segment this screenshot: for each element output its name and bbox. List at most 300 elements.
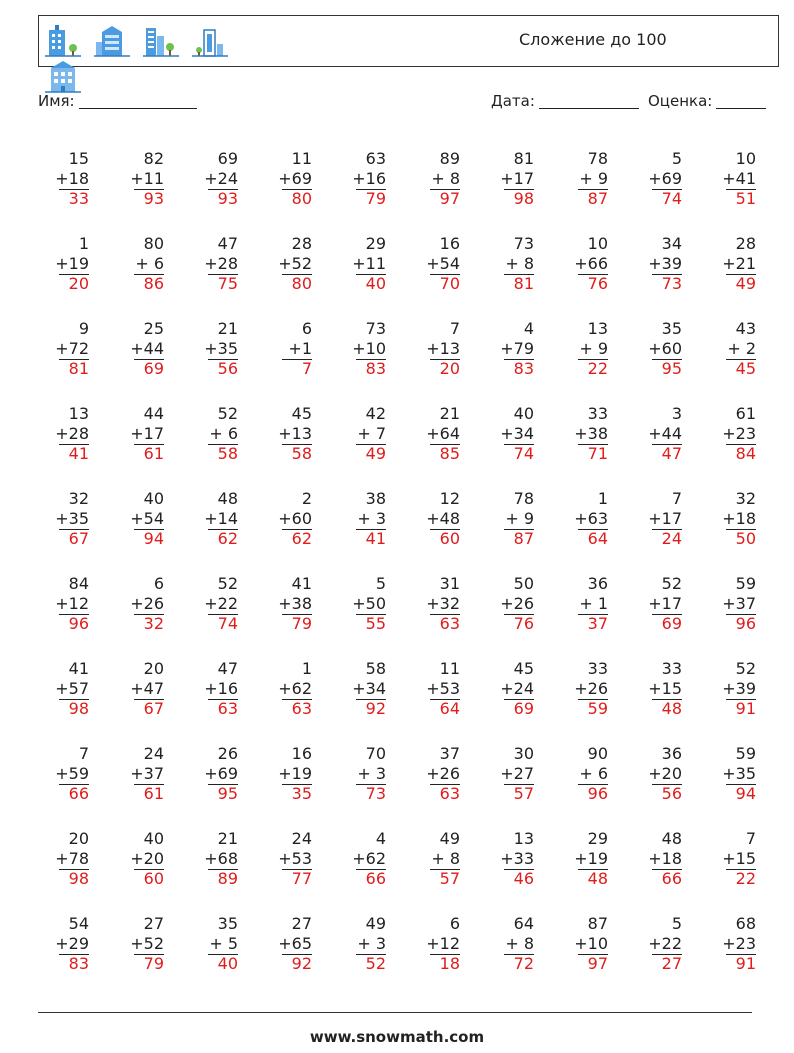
addition-problem: [696, 659, 756, 719]
first-addend: 41: [291, 574, 312, 593]
second-addend: +66: [574, 254, 608, 273]
addition-problem: [696, 489, 756, 549]
addition-problem: [252, 234, 312, 294]
sum-line: [652, 359, 682, 360]
sum-line: [430, 784, 460, 785]
answer: 75: [217, 274, 238, 293]
header-box: [38, 15, 779, 67]
second-addend: +38: [278, 594, 312, 613]
sum-line: [578, 529, 608, 530]
second-addend: +28: [204, 254, 238, 273]
answer: 81: [513, 274, 534, 293]
addition-problem: [178, 914, 238, 974]
footer-divider: [38, 1012, 752, 1013]
addition-problem: [252, 574, 312, 634]
second-addend: +72: [55, 339, 89, 358]
second-addend: +10: [352, 339, 386, 358]
addition-problem: [178, 574, 238, 634]
second-addend: +13: [278, 424, 312, 443]
first-addend: 7: [449, 319, 460, 338]
answer: 91: [735, 699, 756, 718]
first-addend: 4: [523, 319, 534, 338]
first-addend: 69: [217, 149, 238, 168]
second-addend: +41: [722, 169, 756, 188]
date-blank[interactable]: [539, 92, 639, 109]
name-field[interactable]: [38, 92, 197, 110]
building-icon: [45, 58, 81, 94]
sum-line: [282, 954, 312, 955]
answer: 69: [143, 359, 164, 378]
addition-problem: [252, 149, 312, 209]
second-addend: +35: [55, 509, 89, 528]
second-addend: +15: [648, 679, 682, 698]
second-addend: +28: [55, 424, 89, 443]
second-addend: +17: [648, 594, 682, 613]
sum-line: [282, 274, 312, 275]
second-addend: + 2: [727, 339, 756, 358]
first-addend: 1: [301, 659, 312, 678]
second-addend: + 6: [209, 424, 238, 443]
sum-line: [282, 784, 312, 785]
addition-problem: [400, 149, 460, 209]
second-addend: + 8: [431, 849, 460, 868]
first-addend: 35: [217, 914, 238, 933]
first-addend: 59: [735, 744, 756, 763]
building-icon: [45, 22, 81, 58]
first-addend: 54: [68, 914, 89, 933]
second-addend: +22: [204, 594, 238, 613]
addition-problem: [696, 574, 756, 634]
answer: 94: [143, 529, 164, 548]
second-addend: +29: [55, 934, 89, 953]
first-addend: 28: [735, 234, 756, 253]
second-addend: + 5: [209, 934, 238, 953]
addition-problem: [622, 914, 682, 974]
addition-problem: [400, 574, 460, 634]
second-addend: +17: [500, 169, 534, 188]
second-addend: +20: [130, 849, 164, 868]
first-addend: 5: [671, 149, 682, 168]
sum-line: [430, 954, 460, 955]
first-addend: 61: [735, 404, 756, 423]
sum-line: [356, 529, 386, 530]
first-addend: 16: [291, 744, 312, 763]
sum-line: [134, 784, 164, 785]
addition-problem: [400, 319, 460, 379]
second-addend: +50: [352, 594, 386, 613]
addition-problem: [474, 234, 534, 294]
sum-line: [282, 699, 312, 700]
addition-problem: [326, 489, 386, 549]
addition-problem: [474, 744, 534, 804]
sum-line: [578, 784, 608, 785]
second-addend: +44: [648, 424, 682, 443]
first-addend: 59: [735, 574, 756, 593]
first-addend: 52: [661, 574, 682, 593]
second-addend: +20: [648, 764, 682, 783]
answer: 22: [587, 359, 608, 378]
second-addend: +39: [648, 254, 682, 273]
first-addend: 89: [439, 149, 460, 168]
sum-line: [59, 444, 89, 445]
answer: 76: [587, 274, 608, 293]
sum-line: [134, 359, 164, 360]
addition-problem: [178, 659, 238, 719]
second-addend: +16: [204, 679, 238, 698]
sum-line: [356, 954, 386, 955]
second-addend: +52: [278, 254, 312, 273]
sum-line: [726, 699, 756, 700]
answer: 49: [735, 274, 756, 293]
addition-problem: [29, 319, 89, 379]
addition-problem: [104, 744, 164, 804]
sum-line: [356, 274, 386, 275]
answer: 98: [68, 869, 89, 888]
answer: 35: [291, 784, 312, 803]
sum-line: [430, 614, 460, 615]
second-addend: +34: [500, 424, 534, 443]
answer: 63: [291, 699, 312, 718]
sum-line: [726, 444, 756, 445]
first-addend: 21: [439, 404, 460, 423]
grade-blank[interactable]: [716, 92, 766, 109]
answer: 73: [365, 784, 386, 803]
answer: 48: [587, 869, 608, 888]
sum-line: [208, 614, 238, 615]
first-addend: 3: [671, 404, 682, 423]
sum-line: [726, 954, 756, 955]
sum-line: [652, 274, 682, 275]
answer: 74: [513, 444, 534, 463]
first-addend: 78: [513, 489, 534, 508]
answer: 40: [217, 954, 238, 973]
sum-line: [504, 444, 534, 445]
answer: 61: [143, 784, 164, 803]
addition-problem: [178, 234, 238, 294]
name-blank[interactable]: [79, 92, 197, 109]
first-addend: 36: [661, 744, 682, 763]
answer: 80: [291, 274, 312, 293]
first-addend: 64: [513, 914, 534, 933]
first-addend: 42: [365, 404, 386, 423]
second-addend: +11: [130, 169, 164, 188]
sum-line: [208, 954, 238, 955]
addition-problem: [104, 319, 164, 379]
sum-line: [208, 869, 238, 870]
sum-line: [504, 189, 534, 190]
sum-line: [430, 699, 460, 700]
addition-problem: [326, 574, 386, 634]
second-addend: +69: [278, 169, 312, 188]
answer: 97: [587, 954, 608, 973]
answer: 56: [217, 359, 238, 378]
addition-problem: [400, 829, 460, 889]
answer: 87: [587, 189, 608, 208]
second-addend: +19: [574, 849, 608, 868]
second-addend: +62: [278, 679, 312, 698]
addition-problem: [104, 829, 164, 889]
first-addend: 70: [365, 744, 386, 763]
first-addend: 68: [735, 914, 756, 933]
second-addend: +47: [130, 679, 164, 698]
first-addend: 24: [143, 744, 164, 763]
addition-problem: [622, 659, 682, 719]
second-addend: + 7: [357, 424, 386, 443]
answer: 58: [291, 444, 312, 463]
first-addend: 1: [597, 489, 608, 508]
answer: 95: [217, 784, 238, 803]
answer: 89: [217, 869, 238, 888]
first-addend: 49: [365, 914, 386, 933]
second-addend: + 9: [579, 169, 608, 188]
answer: 84: [735, 444, 756, 463]
first-addend: 1: [78, 234, 89, 253]
answer: 47: [661, 444, 682, 463]
answer: 83: [513, 359, 534, 378]
second-addend: +21: [722, 254, 756, 273]
second-addend: + 8: [431, 169, 460, 188]
first-addend: 31: [439, 574, 460, 593]
addition-problem: [326, 404, 386, 464]
answer: 33: [68, 189, 89, 208]
second-addend: +38: [574, 424, 608, 443]
first-addend: 29: [365, 234, 386, 253]
answer: 50: [735, 529, 756, 548]
second-addend: + 1: [579, 594, 608, 613]
sum-line: [59, 274, 89, 275]
second-addend: +37: [722, 594, 756, 613]
first-addend: 13: [587, 319, 608, 338]
second-addend: +60: [648, 339, 682, 358]
addition-problem: [696, 914, 756, 974]
first-addend: 7: [671, 489, 682, 508]
addition-problem: [548, 659, 608, 719]
addition-problem: [29, 829, 89, 889]
second-addend: +19: [55, 254, 89, 273]
addition-problem: [104, 404, 164, 464]
first-addend: 43: [735, 319, 756, 338]
addition-problem: [696, 829, 756, 889]
sum-line: [726, 189, 756, 190]
sum-line: [430, 869, 460, 870]
addition-problem: [622, 744, 682, 804]
sum-line: [430, 274, 460, 275]
first-addend: 36: [587, 574, 608, 593]
second-addend: +22: [648, 934, 682, 953]
sum-line: [726, 529, 756, 530]
addition-problem: [622, 234, 682, 294]
first-addend: 44: [143, 404, 164, 423]
sum-line: [356, 359, 386, 360]
first-addend: 13: [68, 404, 89, 423]
answer: 77: [291, 869, 312, 888]
sum-line: [134, 189, 164, 190]
answer: 67: [68, 529, 89, 548]
second-addend: + 3: [357, 764, 386, 783]
answer: 46: [513, 869, 534, 888]
first-addend: 2: [301, 489, 312, 508]
logo-strip: [45, 22, 275, 62]
second-addend: +35: [722, 764, 756, 783]
second-addend: +79: [500, 339, 534, 358]
answer: 60: [439, 529, 460, 548]
date-field[interactable]: [491, 92, 639, 110]
addition-problem: [29, 489, 89, 549]
answer: 83: [68, 954, 89, 973]
addition-problem: [548, 574, 608, 634]
first-addend: 50: [513, 574, 534, 593]
first-addend: 10: [587, 234, 608, 253]
sum-line: [652, 189, 682, 190]
second-addend: + 6: [135, 254, 164, 273]
answer: 49: [365, 444, 386, 463]
addition-problem: [326, 829, 386, 889]
second-addend: +32: [426, 594, 460, 613]
sum-line: [652, 444, 682, 445]
second-addend: + 9: [505, 509, 534, 528]
sum-line: [430, 359, 460, 360]
second-addend: +48: [426, 509, 460, 528]
first-addend: 9: [78, 319, 89, 338]
second-addend: +27: [500, 764, 534, 783]
sum-line: [504, 699, 534, 700]
addition-problem: [474, 914, 534, 974]
first-addend: 6: [449, 914, 460, 933]
sum-line: [282, 189, 312, 190]
addition-problem: [622, 489, 682, 549]
sum-line: [430, 189, 460, 190]
answer: 85: [439, 444, 460, 463]
answer: 66: [661, 869, 682, 888]
first-addend: 41: [68, 659, 89, 678]
second-addend: +13: [426, 339, 460, 358]
sum-line: [356, 784, 386, 785]
first-addend: 33: [587, 659, 608, 678]
second-addend: +19: [278, 764, 312, 783]
sum-line: [578, 954, 608, 955]
addition-problem: [252, 914, 312, 974]
addition-problem: [252, 659, 312, 719]
addition-problem: [696, 744, 756, 804]
addition-problem: [548, 149, 608, 209]
first-addend: 11: [439, 659, 460, 678]
building-icon: [143, 22, 179, 58]
first-addend: 11: [291, 149, 312, 168]
sum-line: [134, 954, 164, 955]
second-addend: +69: [204, 764, 238, 783]
answer: 69: [661, 614, 682, 633]
first-addend: 45: [291, 404, 312, 423]
first-addend: 82: [143, 149, 164, 168]
second-addend: +14: [204, 509, 238, 528]
addition-problem: [29, 574, 89, 634]
sum-line: [726, 274, 756, 275]
addition-problem: [548, 404, 608, 464]
second-addend: +10: [574, 934, 608, 953]
addition-problem: [252, 829, 312, 889]
answer: 27: [661, 954, 682, 973]
first-addend: 26: [217, 744, 238, 763]
answer: 97: [439, 189, 460, 208]
second-addend: +17: [130, 424, 164, 443]
sum-line: [59, 699, 89, 700]
answer: 73: [661, 274, 682, 293]
addition-problem: [474, 829, 534, 889]
first-addend: 49: [439, 829, 460, 848]
answer: 32: [143, 614, 164, 633]
sum-line: [59, 529, 89, 530]
sum-line: [208, 444, 238, 445]
answer: 20: [439, 359, 460, 378]
addition-problem: [178, 744, 238, 804]
grade-field[interactable]: [648, 92, 766, 110]
sum-line: [652, 954, 682, 955]
first-addend: 15: [68, 149, 89, 168]
sum-line: [208, 699, 238, 700]
answer: 79: [291, 614, 312, 633]
second-addend: +78: [55, 849, 89, 868]
answer: 18: [439, 954, 460, 973]
second-addend: +64: [426, 424, 460, 443]
addition-problem: [29, 149, 89, 209]
addition-problem: [326, 744, 386, 804]
answer: 67: [143, 699, 164, 718]
second-addend: +54: [426, 254, 460, 273]
addition-problem: [29, 234, 89, 294]
answer: 81: [68, 359, 89, 378]
sum-line: [59, 954, 89, 955]
answer: 95: [661, 359, 682, 378]
sum-line: [652, 699, 682, 700]
addition-problem: [104, 574, 164, 634]
addition-problem: [400, 744, 460, 804]
answer: 7: [301, 359, 312, 378]
answer: 22: [735, 869, 756, 888]
second-addend: +12: [55, 594, 89, 613]
answer: 63: [439, 614, 460, 633]
addition-problem: [622, 574, 682, 634]
date-label: Дата:: [491, 92, 535, 110]
second-addend: +59: [55, 764, 89, 783]
answer: 74: [661, 189, 682, 208]
sum-line: [208, 189, 238, 190]
first-addend: 48: [217, 489, 238, 508]
addition-problem: [622, 829, 682, 889]
first-addend: 10: [735, 149, 756, 168]
second-addend: +26: [426, 764, 460, 783]
addition-problem: [474, 574, 534, 634]
answer: 96: [735, 614, 756, 633]
first-addend: 35: [661, 319, 682, 338]
addition-problem: [104, 489, 164, 549]
answer: 20: [68, 274, 89, 293]
answer: 79: [143, 954, 164, 973]
sum-line: [356, 614, 386, 615]
sum-line: [356, 869, 386, 870]
addition-problem: [400, 914, 460, 974]
first-addend: 21: [217, 319, 238, 338]
second-addend: +1: [288, 339, 312, 358]
first-addend: 58: [365, 659, 386, 678]
second-addend: +23: [722, 934, 756, 953]
addition-problem: [326, 319, 386, 379]
second-addend: +17: [648, 509, 682, 528]
sum-line: [59, 189, 89, 190]
first-addend: 90: [587, 744, 608, 763]
answer: 96: [68, 614, 89, 633]
addition-problem: [178, 149, 238, 209]
second-addend: +63: [574, 509, 608, 528]
